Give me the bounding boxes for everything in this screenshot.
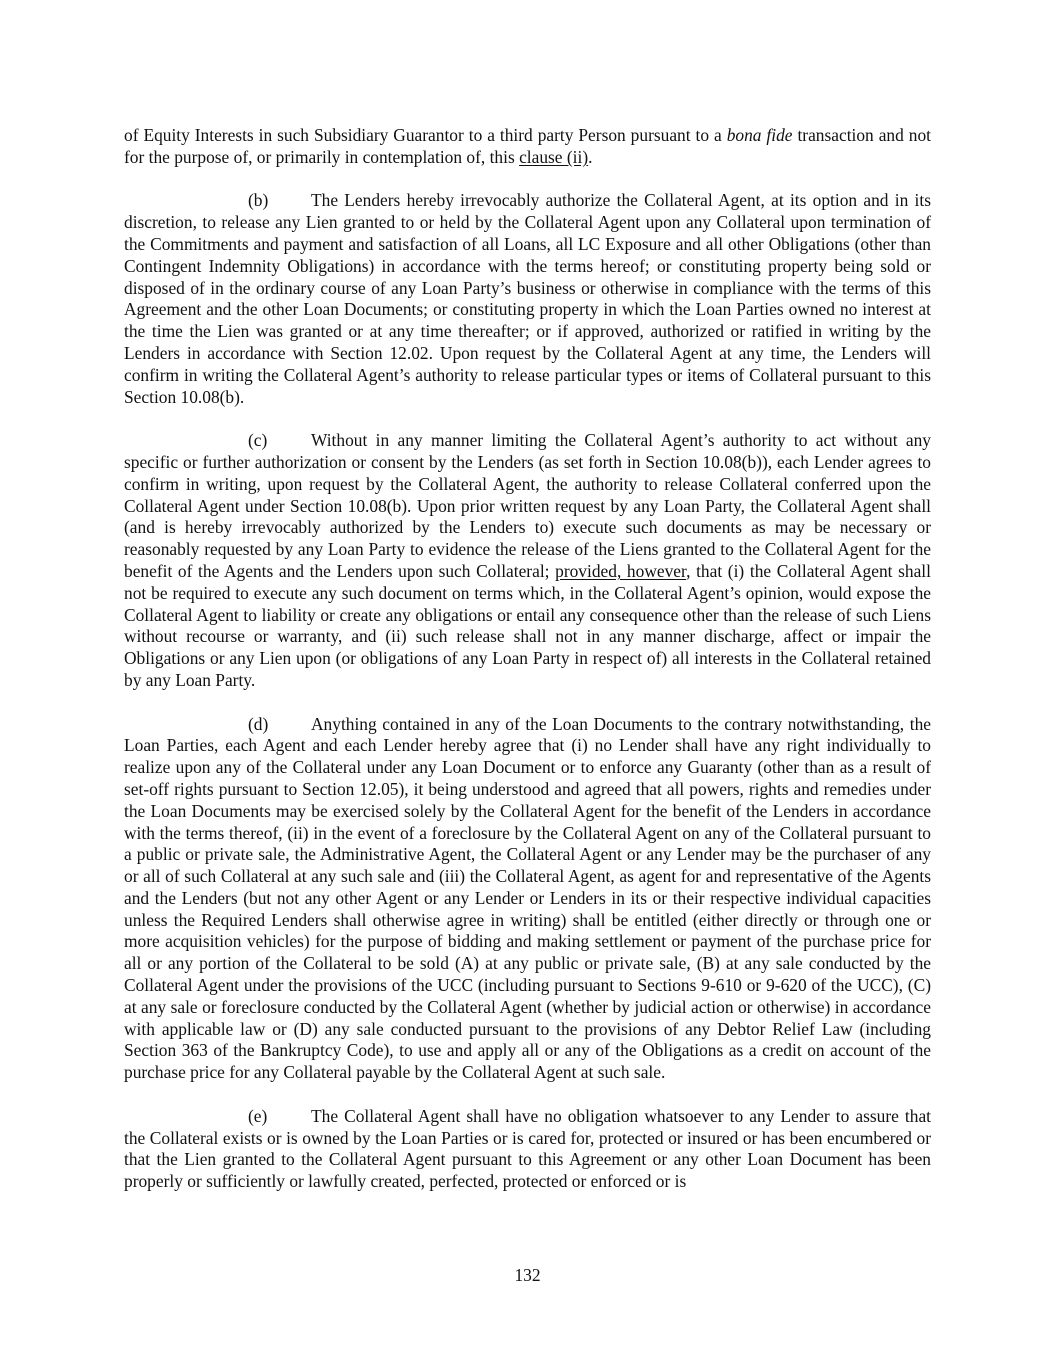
bona-fide-italic: bona fide bbox=[726, 125, 793, 145]
body-text bbox=[124, 125, 931, 1215]
continuation-text-3: . bbox=[588, 146, 593, 167]
paragraph-e-text: The Collateral Agent shall have no obligation whatsoever to any Lender to assure that the Collateral exists or is owned by the Loan Parties or is cared for, protected or insured or has been encumbered or that the Lien granted to the Collateral Agent pursuant to this Agreement or any other Loan Document has been properly or sufficiently or lawfully created, perfected, protected or enforced or is bbox=[124, 1105, 931, 1192]
paragraph-b-label: (b) bbox=[248, 190, 269, 211]
paragraph-c-text-1: Without in any manner limiting the Collateral Agent’s authority to act without any specific or further authorization or consent by the Lenders (as set forth in Section 10.08(b)), each Lender agrees to confirm in writing, upon request by the Collateral Agent, the authority to release Collateral conferred upon the Collateral Agent under Section 10.08(b). Upon prior written request by any Loan Party, the Collateral Agent shall (and is hereby irrevocably authorized by the Lenders to) execute such documents as may be necessary or reasonably requested by any Loan Party to evidence the release of the Liens granted to the Collateral Agent for the benefit of the Agents and the Lenders upon such Collateral; bbox=[124, 430, 931, 581]
paragraph-c-label: (c) bbox=[248, 430, 268, 451]
paragraph-d bbox=[124, 714, 931, 1085]
paragraph-e bbox=[124, 1106, 931, 1193]
paragraph-continuation bbox=[124, 125, 931, 169]
paragraph-b-text: The Lenders hereby irrevocably authorize the Collateral Agent, at its option and in its discretion, to release any Lien granted to or held by the Collateral Agent upon any Collateral upon termination of the Commitments and payment and satisfaction of all Loans, all LC Exposure and all other Obligations (other than Contingent Indemnity Obligations) in accordance with the terms hereof; or constituting property being sold or disposed of in the ordinary course of any Loan Party’s business or otherwise in compliance with the terms of this Agreement and the other Loan Documents; or constituting property in which the Loan Parties owned no interest at the time the Lien was granted or at any time thereafter; or if approved, authorized or ratified in writing by the Lenders in accordance with Section 12.02. Upon request by the Collateral Agent at any time, the Lenders will confirm in writing the Collateral Agent’s authority to release particular types or items of Collateral pursuant to this Section 10.08(b). bbox=[124, 190, 931, 407]
provided-however-underline: provided, however bbox=[555, 560, 687, 581]
continuation-text-1: of Equity Interests in such Subsidiary Guarantor to a third party Person pursuant to a bbox=[124, 125, 727, 145]
clause-ii-reference: clause (ii) bbox=[519, 146, 589, 167]
continuation-text-2: transaction and not for the purpose of, or primarily in contemplation of, this bbox=[124, 125, 931, 167]
page-number: 132 bbox=[514, 1265, 541, 1285]
paragraph-d-label: (d) bbox=[248, 713, 269, 734]
paragraph-c bbox=[124, 430, 931, 692]
paragraph-b bbox=[124, 190, 931, 408]
paragraph-c-text-2: , that (i) the Collateral Agent shall not be required to execute any such document on terms which, in the Collateral Agent’s opinion, would expose the Collateral Agent to liability or create any obligations or entail any consequence other than the release of such Liens without recourse or warranty, and (ii) such release shall not in any manner discharge, affect or impair the Obligations or any Lien upon (or obligations of any Loan Party in respect of) all interests in the Collateral retained by any Loan Party. bbox=[124, 560, 931, 690]
paragraph-e-label: (e) bbox=[248, 1105, 268, 1126]
paragraph-d-text: Anything contained in any of the Loan Documents to the contrary notwithstanding, the Loan Parties, each Agent and each Lender hereby agree that (i) no Lender shall have any right individually to realize upon any of the Collateral under any Loan Document or to enforce any Guaranty (other than as a result of set-off rights pursuant to Section 12.05), it being understood and agreed that all powers, rights and remedies under the Loan Documents may be exercised solely by the Collateral Agent for the benefit of the Lenders in accordance with the terms thereof, (ii) in the event of a foreclosure by the Collateral Agent on any of the Collateral pursuant to a public or private sale, the Administrative Agent, the Collateral Agent or any Lender may be the purchaser of any or all of such Collateral at any such sale and (iii) the Collateral Agent, as agent for and representative of the Agents and the Lenders (but not any other Agent or any Lender or Lenders in its or their respective individual capacities unless the Required Lenders shall otherwise agree in writing) shall be entitled (either directly or through one or more acquisition vehicles) for the purpose of bidding and making settlement or payment of the purchase price for all or any portion of the Collateral to be sold (A) at any public or private sale, (B) at any sale conducted by the Collateral Agent under the provisions of the UCC (including pursuant to Sections 9-610 or 9-620 of the UCC), (C) at any sale or foreclosure conducted by the Collateral Agent (whether by judicial action or otherwise) in accordance with applicable law or (D) any sale conducted pursuant to the provisions of any Debtor Relief Law (including Section 363 of the Bankruptcy Code), to use and apply all or any of the Obligations as a credit on account of the purchase price for any Collateral payable by the Collateral Agent at such sale. bbox=[124, 713, 931, 1083]
